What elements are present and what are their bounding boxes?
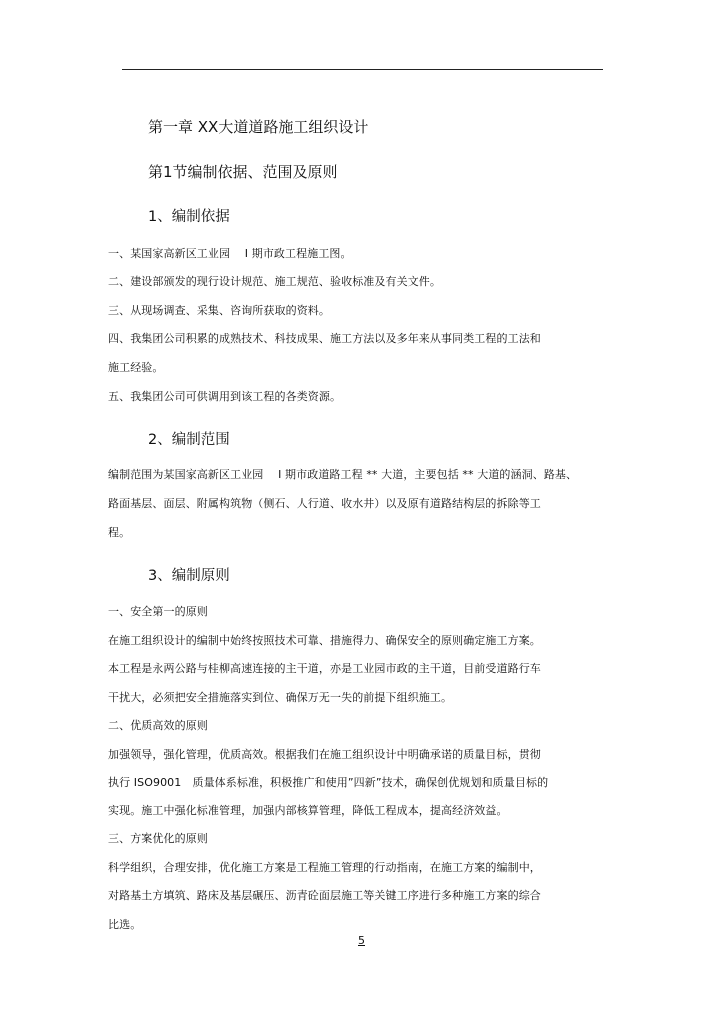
basis-item: 二、建设部颁发的现行设计规范、施工规范、验收标准及有关文件。 [108, 275, 441, 288]
basis-item: 五、我集团公司可供调用到该工程的各类资源。 [108, 390, 342, 403]
header-rule [122, 69, 603, 70]
subsection-scope-title: 2、编制范围 [148, 432, 230, 448]
principle-line: 科学组织，合理安排，优化施工方案是工程施工管理的行动指南，在施工方案的编制中， [108, 861, 541, 874]
principle-line: 一、安全第一的原则 [108, 605, 208, 618]
page-number: 5 [358, 934, 365, 947]
scope-line: 编制范围为某国家高新区工业园 I 期市政道路工程 ** 大道，主要包括 ** 大道的涵洞、路基、 [108, 468, 578, 481]
principle-line: 在施工组织设计的编制中始终按照技术可靠、措施得力、确保安全的原则确定施工方案。 [108, 634, 541, 647]
scope-line: 路面基层、面层、附属构筑物（侧石、人行道、收水井）以及原有道路结构层的拆除等工 [108, 497, 541, 510]
principle-line: 二、优质高效的原则 [108, 719, 208, 732]
principle-line: 本工程是永两公路与桂柳高速连接的主干道，亦是工业园市政的主干道，目前受道路行车 [108, 662, 541, 675]
principle-line: 对路基土方填筑、路床及基层碾压、沥青砼面层施工等关键工序进行多种施工方案的综合 [108, 889, 541, 902]
principle-line: 实现。施工中强化标准管理，加强内部核算管理，降低工程成本，提高经济效益。 [108, 804, 508, 817]
basis-item: 一、某国家高新区工业园 I 期市政工程施工图。 [108, 247, 352, 260]
section-title: 第1节编制依据、范围及原则 [148, 163, 338, 181]
principle-line: 加强领导，强化管理，优质高效。根据我们在施工组织设计中明确承诺的质量目标，贯彻 [108, 748, 541, 761]
chapter-title: 第一章 XX大道道路施工组织设计 [148, 118, 369, 136]
subsection-basis-title: 1、编制依据 [148, 209, 230, 225]
principle-line: 三、方案优化的原则 [108, 832, 208, 845]
principle-line: 比选。 [108, 918, 142, 931]
basis-item: 三、从现场调查、采集、咨询所获取的资料。 [108, 304, 330, 317]
principle-line: 干扰大，必须把安全措施落实到位、确保万无一失的前提下组织施工。 [108, 691, 453, 704]
scope-line: 程。 [108, 526, 131, 539]
subsection-principles-title: 3、编制原则 [148, 568, 230, 584]
principle-line: 执行 ISO9001 质量体系标准，积极推广和使用”四新”技术，确保创优规划和质量目标的 [108, 776, 549, 789]
basis-item: 施工经验。 [108, 361, 164, 374]
basis-item: 四、我集团公司积累的成熟技术、科技成果、施工方法以及多年来从事同类工程的工法和 [108, 332, 541, 345]
